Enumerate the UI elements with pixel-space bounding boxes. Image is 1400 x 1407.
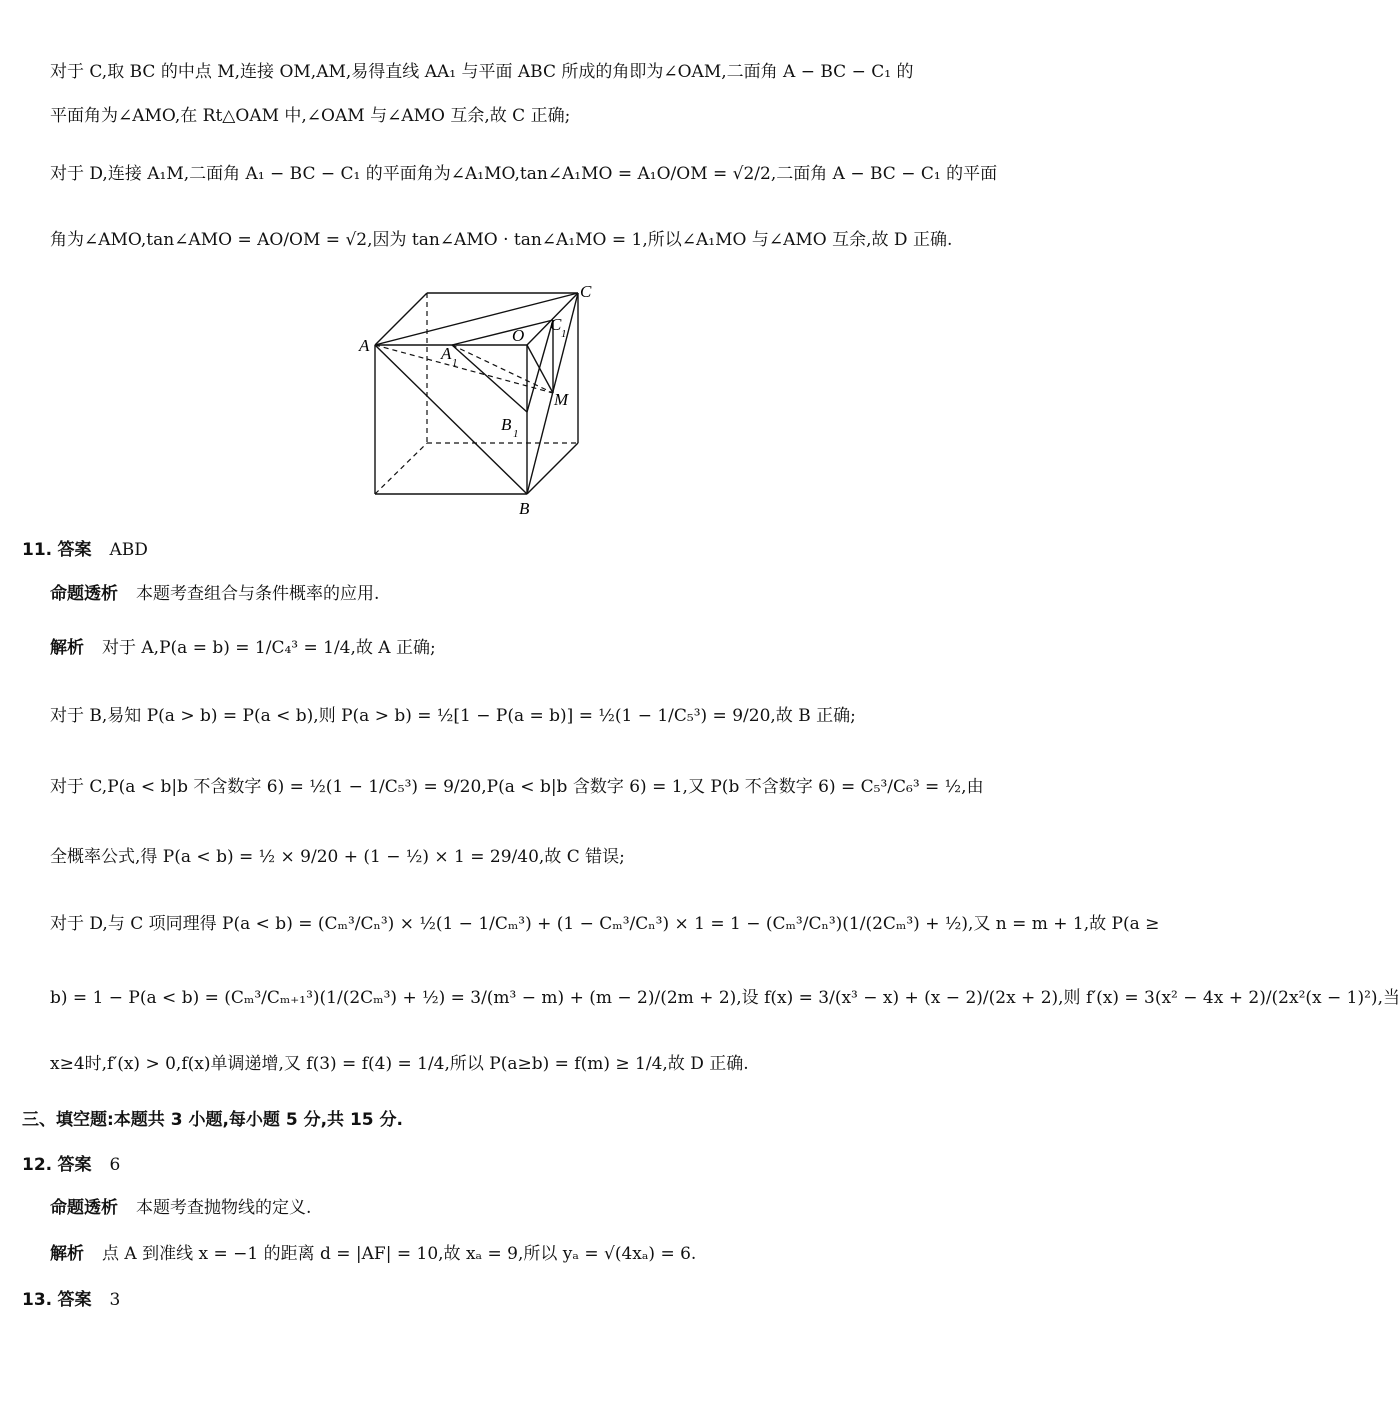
q12-answer-line [22,1153,902,1177]
text-line-d1: 对于 D,连接 A₁M,二面角 A₁ − BC − C₁ 的平面角为∠A₁MO,tan∠A₁MO = A₁O/OM = √2/2,二面角 A − BC − C₁ 的平面 [50,164,998,184]
q13-answer-label: 答案 [57,1290,92,1310]
q11-intent: 本题考查组合与条件概率的应用. [136,584,380,604]
q11-l6: b) = 1 − P(a < b) = (Cₘ³/Cₘ₊₁³)(1/(2Cₘ³) + ½) = 3/(m³ − m) + (m − 2)/(2m + 2),设 f(x) = 3/(x³ − x) + (x − 2)/(2x + 2),则 f′(x) = 3(x² − 4x + 2)/(2x²(x − 1)²),当 [50,988,1400,1008]
q12-number: 12. [22,1155,53,1175]
q11-l7: x≥4时,f′(x) > 0,f(x)单调递增,又 f(3) = f(4) = 1/4,所以 P(a≥b) = f(m) ≥ 1/4,故 D 正确. [50,1054,749,1074]
text-line-c2: 平面角为∠AMO,在 Rt△OAM 中,∠OAM 与∠AMO 互余,故 C 正确; [50,106,571,126]
q11-l1: 对于 A,P(a = b) = 1/C₄³ = 1/4,故 A 正确; [102,638,436,658]
q11-intent-line [50,582,930,606]
label-A: A [359,336,370,355]
label-B1: B [501,415,512,434]
q12-intent: 本题考查抛物线的定义. [136,1198,312,1218]
q11-answer: ABD [109,540,148,560]
q12-l1: 点 A 到准线 x = −1 的距离 d = |AF| = 10,故 xₐ = 9,所以 yₐ = √(4xₐ) = 6. [102,1244,697,1264]
label-B1-sub: 1 [513,428,519,440]
q13-answer: 3 [109,1290,121,1310]
section-3-heading: 三、填空题:本题共 3 小题,每小题 5 分,共 15 分. [22,1110,403,1130]
text-line-c1: 对于 C,取 BC 的中点 M,连接 OM,AM,易得直线 AA₁ 与平面 ABC 所成的角即为∠OAM,二面角 A − BC − C₁ 的 [50,62,914,82]
q11-l4: 全概率公式,得 P(a < b) = ½ × 9/20 + (1 − ½) × 1 = 29/40,故 C 错误; [50,847,625,867]
label-B: B [519,499,530,518]
q11-answer-line [22,538,902,562]
q11-l2: 对于 B,易知 P(a > b) = P(a < b),则 P(a > b) = ½[1 − P(a = b)] = ½(1 − 1/C₅³) = 9/20,故 B 正确; [50,706,856,726]
q11-l3: 对于 C,P(a < b|b 不含数字 6) = ½(1 − 1/C₅³) = 9/20,P(a < b|b 含数字 6) = 1,又 P(b 不含数字 6) = C₅³/C₆³ = ½,由 [50,777,984,797]
q12-intent-label: 命题透析 [50,1198,118,1218]
q11-number: 11. [22,540,53,560]
label-M: M [554,390,569,409]
q12-analysis-label: 解析 [50,1244,84,1264]
q12-intent-line [50,1196,930,1220]
label-C1: C [550,315,562,334]
label-A1: A [441,344,452,363]
label-O: O [512,326,525,345]
q12-analysis-line [50,1242,930,1266]
q13-answer-line [22,1288,902,1312]
label-C: C [580,282,592,301]
q12-answer: 6 [109,1155,121,1175]
q12-answer-label: 答案 [57,1155,92,1175]
label-C1-sub: 1 [561,328,567,340]
q11-l5: 对于 D,与 C 项同理得 P(a < b) = (Cₘ³/Cₙ³) × ½(1 − 1/Cₘ³) + (1 − Cₘ³/Cₙ³) × 1 = 1 − (Cₘ³/Cₙ³)(1/(2Cₘ³) + ½),又 n = m + 1,故 P(a ≥ [50,914,1160,934]
q11-intent-label: 命题透析 [50,584,118,604]
text-line-d2: 角为∠AMO,tan∠AMO = AO/OM = √2,因为 tan∠AMO · tan∠A₁MO = 1,所以∠A₁MO 与∠AMO 互余,故 D 正确. [50,230,953,250]
label-A1-sub: 1 [452,357,458,369]
q11-answer-label: 答案 [57,540,92,560]
q11-analysis-line [50,636,930,660]
q11-analysis-label: 解析 [50,638,84,658]
q13-number: 13. [22,1290,53,1310]
geometry-figure [340,275,620,520]
